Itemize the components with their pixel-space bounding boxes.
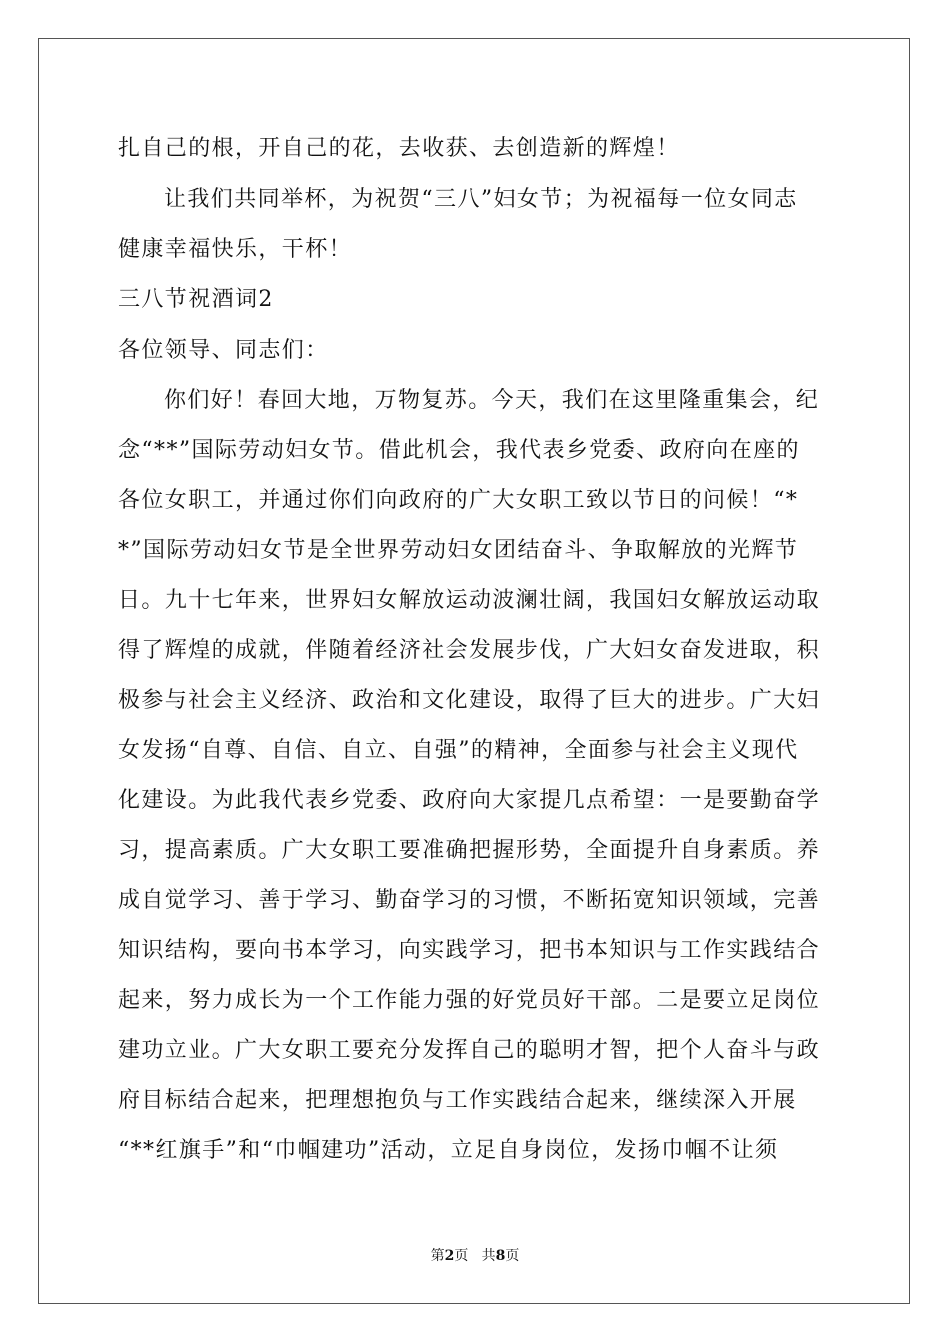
- page-number: 2: [444, 1248, 455, 1264]
- body-line-9: *”国际劳动妇女节是全世界劳动妇女团结奋斗、争取解放的光辉节: [118, 538, 799, 563]
- body-line-14: 化建设。为此我代表乡党委、政府向大家提几点希望：一是要勤奋学: [118, 788, 821, 813]
- body-line-19: 建功立业。广大女职工要充分发挥自己的聪明才智，把个人奋斗与政: [118, 1038, 821, 1063]
- body-line-18: 起来，努力成长为一个工作能力强的好党员好干部。二是要立足岗位: [118, 988, 821, 1013]
- total-suffix: 页: [505, 1248, 520, 1264]
- page-suffix: 页: [454, 1248, 469, 1264]
- salutation: 各位领导、同志们：: [118, 338, 329, 363]
- page-prefix: 第: [430, 1248, 445, 1264]
- body-line-11: 得了辉煌的成就，伴随着经济社会发展步伐，广大妇女奋发进取，积: [118, 638, 821, 663]
- page-footer: [0, 1247, 950, 1265]
- total-pages: 8: [495, 1248, 506, 1264]
- body-line-8: 各位女职工，并通过你们向政府的广大女职工致以节日的问候！“*: [118, 488, 799, 513]
- total-prefix: 共: [481, 1248, 496, 1264]
- body-line-21: “**红旗手”和“巾帼建功”活动，立足自身岗位，发扬巾帼不让须: [118, 1138, 779, 1163]
- body-line-2: 让我们共同举杯，为祝贺“三八”妇女节；为祝福每一位女同志: [164, 187, 798, 212]
- body-line-3: 健康幸福快乐，干杯！: [118, 237, 353, 262]
- body-line-20: 府目标结合起来，把理想抱负与工作实践结合起来，继续深入开展: [118, 1088, 797, 1113]
- body-line-15: 习，提高素质。广大女职工要准确把握形势，全面提升自身素质。养: [118, 838, 821, 863]
- body-line-6: 你们好！春回大地，万物复苏。今天，我们在这里隆重集会，纪: [164, 388, 820, 413]
- body-line-10: 日。九十七年来，世界妇女解放运动波澜壮阔，我国妇女解放运动取: [118, 588, 821, 613]
- body-line-7: 念“**”国际劳动妇女节。借此机会，我代表乡党委、政府向在座的: [118, 438, 800, 463]
- body-line-17: 知识结构，要向书本学习，向实践学习，把书本知识与工作实践结合: [118, 938, 821, 963]
- body-line-12: 极参与社会主义经济、政治和文化建设，取得了巨大的进步。广大妇: [118, 688, 821, 713]
- body-line-1: 扎自己的根，开自己的花，去收获、去创造新的辉煌！: [118, 136, 680, 161]
- body-line-16: 成自觉学习、善于学习、勤奋学习的习惯，不断拓宽知识领域，完善: [118, 888, 821, 913]
- section-heading: 三八节祝酒词2: [118, 287, 274, 312]
- body-line-13: 女发扬“自尊、自信、自立、自强”的精神，全面参与社会主义现代: [118, 738, 799, 763]
